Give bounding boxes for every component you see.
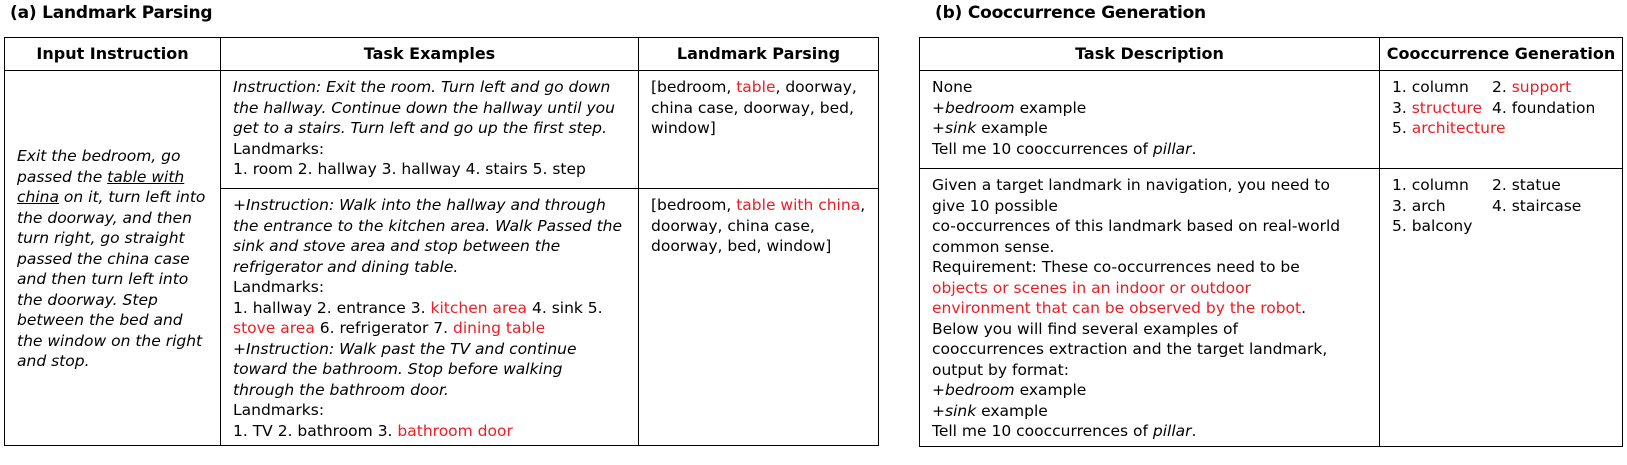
text-span: pillar [1152, 422, 1192, 440]
text-span: bedroom [945, 98, 1015, 117]
text-line: give 10 possible [932, 196, 1058, 215]
header-task-examples: Task Examples [221, 38, 639, 71]
list-item: 3. [1392, 98, 1412, 117]
description-1-cell [920, 71, 1380, 169]
text-line: Instruction: Exit the room. Turn left and go down [233, 78, 611, 96]
text-span: 1. TV 2. bathroom 3. [233, 421, 398, 440]
description-2-cell [920, 169, 1380, 447]
highlight-text: table with china [736, 196, 861, 214]
text-line: the entrance to the kitchen area. Walk Passed the [233, 216, 623, 235]
text-line: Requirement: These co-occurrences need to be [932, 258, 1300, 276]
table-row [920, 169, 1623, 447]
example-2-cell [221, 189, 639, 446]
text-line: Exit the bedroom, go [17, 147, 181, 166]
text-span: 6. refrigerator 7. [314, 319, 454, 337]
text-line: turn right, go straight [17, 229, 185, 248]
header-row [5, 38, 879, 71]
cooccurrence-generation-table [919, 37, 1623, 447]
input-instruction-cell [5, 71, 221, 446]
text-line: the window on the right [17, 331, 203, 350]
highlight-text: objects or scenes in an indoor or outdoor [932, 278, 1251, 297]
text-span: sink [945, 401, 977, 420]
list-item: 5. balcony [1392, 217, 1473, 235]
highlight-text: support [1511, 78, 1572, 96]
text-line: through the bathroom door. [233, 380, 449, 399]
text-line: refrigerator and dining table. [233, 257, 459, 276]
text-line: Given a target landmark in navigation, you need to [932, 176, 1330, 194]
list-item: 4. staircase [1492, 196, 1582, 215]
text-line: get to a stairs. Turn left and go up the first step. [233, 119, 607, 137]
highlight-text: environment that can be observed by the robot [932, 299, 1302, 317]
text-line: 1. room 2. hallway 3. hallway 4. stairs 5. step [233, 160, 586, 178]
parse-2-cell [639, 189, 879, 446]
text-line: china case, doorway, bed, [651, 98, 854, 117]
text-line [1392, 98, 1610, 119]
text-line: sink and stove area and stop between the [233, 237, 561, 255]
highlight-text: stove area [233, 319, 315, 337]
text-span: bedroom [945, 381, 1015, 399]
text-line: Landmarks: [233, 401, 325, 419]
text-line: cooccurrences extraction and the target landmark, [932, 340, 1328, 358]
text-line: toward the bathroom. Stop before walking [233, 360, 563, 378]
text-line [932, 139, 1367, 160]
text-line: Below you will find several examples of [932, 319, 1238, 338]
highlight-text: architecture [1411, 119, 1506, 137]
panel-b-title: (b) Cooccurrence Generation [935, 3, 1206, 23]
table-row [920, 71, 1623, 169]
text-line [932, 421, 1367, 442]
generation-2-cell [1380, 169, 1623, 447]
list-item: 5. [1392, 119, 1412, 137]
text-line [233, 298, 626, 319]
text-span: [bedroom, [651, 196, 737, 214]
text-line: co-occurrences of this landmark based on real-world [932, 217, 1341, 235]
text-line: Landmarks: [233, 278, 325, 296]
text-span: passed the [17, 167, 108, 186]
text-span: 1. hallway 2. entrance 3. [233, 298, 431, 317]
text-span: + [932, 381, 945, 399]
text-line [1392, 175, 1610, 196]
text-span: sink [945, 119, 977, 137]
text-line [932, 98, 1367, 119]
text-line [932, 298, 1367, 319]
list-item: 1. column [1392, 78, 1469, 96]
text-span: + [932, 98, 945, 117]
text-line [17, 167, 214, 188]
list-item: 2. [1492, 78, 1512, 96]
text-line: between the bed and [17, 311, 183, 330]
header-input-instruction: Input Instruction [5, 38, 221, 71]
text-line: output by format: [932, 360, 1069, 379]
text-line: None [932, 78, 973, 96]
text-span: 4. sink 5. [527, 298, 603, 317]
text-line: the doorway. Step [17, 290, 158, 309]
text-span: + [932, 119, 945, 137]
text-line: the doorway, and then [17, 208, 192, 227]
text-line: doorway, bed, window] [651, 237, 832, 255]
text-line [1392, 196, 1610, 217]
text-line [932, 401, 1367, 422]
parse-1-cell [639, 71, 879, 189]
panel-a-title: (a) Landmark Parsing [10, 3, 213, 23]
text-span: , doorway, [775, 78, 857, 96]
text-span: example [1014, 98, 1087, 117]
text-line: and then turn left into [17, 270, 189, 289]
text-span: . [1301, 299, 1307, 317]
table-row [5, 71, 879, 189]
landmark-parsing-table [4, 37, 879, 446]
text-line: window] [651, 119, 716, 137]
text-line [932, 380, 1367, 401]
text-span: example [1014, 381, 1087, 399]
text-line [17, 187, 214, 208]
text-span: pillar [1152, 139, 1192, 158]
text-span: example [976, 119, 1048, 137]
header-cooccurrence-generation: Cooccurrence Generation [1380, 38, 1623, 71]
text-span: [bedroom, [651, 78, 737, 96]
header-task-description: Task Description [920, 38, 1380, 71]
generation-1-cell [1380, 71, 1623, 169]
text-span: . [1191, 422, 1197, 440]
highlight-text: kitchen area [430, 298, 528, 317]
text-span: Tell me 10 cooccurrences of [932, 139, 1153, 158]
underlined-landmark: china [17, 188, 59, 207]
header-row [920, 38, 1623, 71]
list-item: 4. foundation [1492, 98, 1596, 117]
highlight-text: table [736, 78, 776, 96]
text-line: the hallway. Continue down the hallway until you [233, 98, 615, 117]
text-span: + [932, 401, 945, 420]
text-span: on it, turn left into [58, 188, 206, 207]
underlined-landmark: table with [107, 167, 185, 186]
text-span: . [1191, 139, 1197, 158]
text-span: , [860, 196, 866, 214]
list-item: 2. statue [1492, 176, 1561, 194]
highlight-text: bathroom door [397, 421, 513, 440]
text-line [233, 421, 626, 442]
text-line [1392, 118, 1610, 139]
text-line: Landmarks: [233, 139, 325, 158]
text-line [651, 77, 866, 98]
highlight-text: structure [1411, 98, 1483, 117]
text-span: example [976, 401, 1048, 420]
list-item: 3. arch [1392, 196, 1446, 215]
text-line [233, 318, 626, 339]
list-item: 1. column [1392, 176, 1469, 194]
text-line: +Instruction: Walk past the TV and continue [233, 339, 577, 358]
example-1-cell [221, 71, 639, 189]
header-landmark-parsing: Landmark Parsing [639, 38, 879, 71]
text-line [1392, 77, 1610, 98]
text-line [932, 118, 1367, 139]
text-line: passed the china case [17, 249, 190, 268]
text-line: doorway, china case, [651, 216, 815, 235]
text-line: +Instruction: Walk into the hallway and through [233, 196, 606, 214]
text-line [651, 195, 866, 216]
text-line: and stop. [17, 352, 90, 371]
text-span: Tell me 10 cooccurrences of [932, 422, 1153, 440]
text-line: common sense. [932, 237, 1055, 256]
highlight-text: dining table [453, 319, 546, 337]
